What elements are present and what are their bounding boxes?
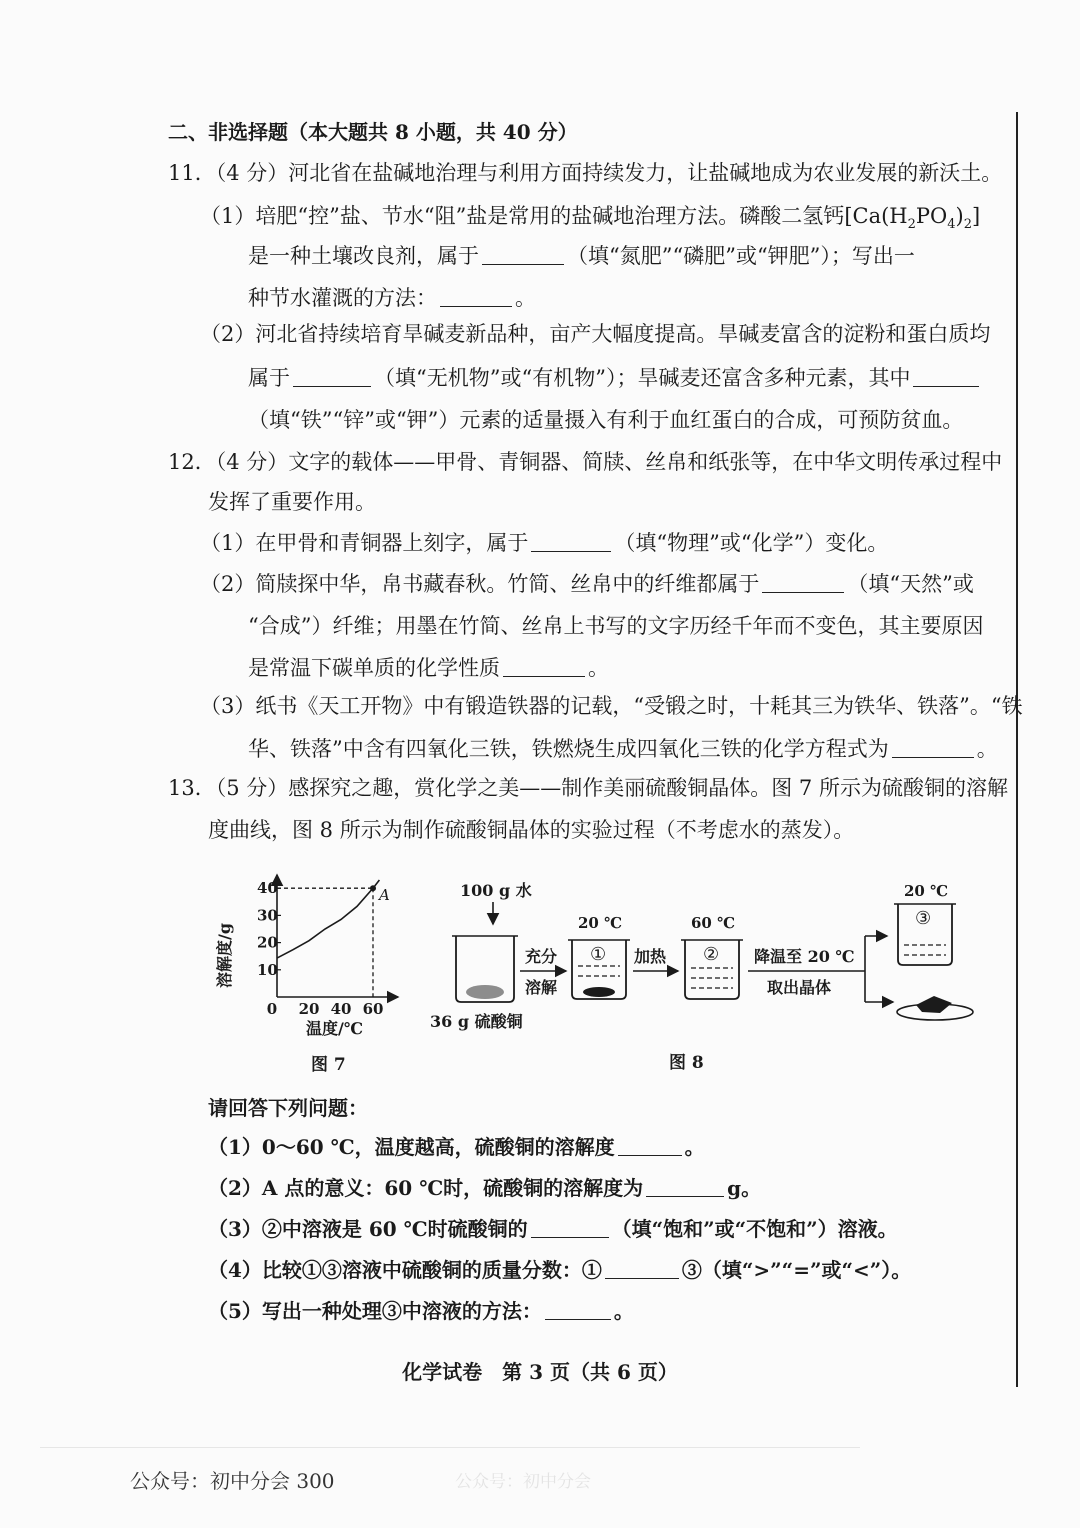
answer-blank[interactable] bbox=[503, 658, 585, 677]
answer-blank[interactable] bbox=[892, 739, 974, 758]
solid-label: 36 g 硫酸铜 bbox=[430, 1012, 523, 1031]
water-label: 100 g 水 bbox=[460, 881, 532, 900]
beaker2-number: ② bbox=[703, 944, 720, 965]
arrow1-bottom-label: 溶解 bbox=[525, 978, 558, 997]
q12-part3-line2: 华、铁落”中含有四氧化三铁，铁燃烧生成四氧化三铁的化学方程式为 。 bbox=[248, 737, 998, 761]
x-tick-label: 40 bbox=[330, 1000, 352, 1018]
q12-part2-line2: “合成”）纤维；用墨在竹简、丝帛上书写的文字历经千年而不变色，其主要原因 bbox=[248, 614, 984, 638]
fig8-caption: 图 8 bbox=[669, 1053, 704, 1073]
x-tick-label: 60 bbox=[362, 1000, 384, 1018]
beaker1-number: ① bbox=[590, 944, 607, 965]
q11-part1-line2: 是一种土壤改良剂，属于 （填“氮肥”“磷肥”或“钾肥”）；写出一 bbox=[248, 244, 915, 268]
point-a bbox=[370, 885, 376, 891]
crystal-dish bbox=[897, 996, 973, 1020]
watermark: 公众号：初中分会 bbox=[455, 1472, 591, 1492]
section-title: 二、非选择题（本大题共 8 小题，共 40 分） bbox=[168, 120, 578, 144]
q12-part2-line1: （2）简牍探中华，帛书藏春秋。竹简、丝帛中的纤维都属于 （填“天然”或 bbox=[200, 572, 974, 596]
answer-blank[interactable] bbox=[293, 368, 371, 387]
answer-blank[interactable] bbox=[646, 1178, 724, 1197]
q11-part2-line3: （填“铁”“锌”或“钾”）元素的适量摄入有利于血红蛋白的合成，可预防贫血。 bbox=[248, 408, 964, 432]
y-tick-label: 10 bbox=[257, 960, 278, 979]
arrow3-top-label: 降温至 20 ℃ bbox=[754, 947, 855, 966]
q13-sub4: （4）比较①③溶液中硫酸铜的质量分数：① ③（填“>”“=”或“<”）。 bbox=[208, 1258, 912, 1282]
answer-blank[interactable] bbox=[913, 368, 979, 387]
page-footer: 化学试卷 第 3 页（共 6 页） bbox=[402, 1360, 678, 1384]
q12-part3-line1: （3）纸书《天工开物》中有锻造铁器的记载，“受锻之时，十耗其三为铁华、铁落”。“铁 bbox=[200, 694, 1023, 718]
q13-sub2: （2）A 点的意义：60 ℃时，硫酸铜的溶解度为 g。 bbox=[208, 1176, 762, 1200]
x-axis-label: 温度/℃ bbox=[306, 1019, 364, 1038]
q13-sub1: （1）0～60 ℃，温度越高，硫酸铜的溶解度 。 bbox=[208, 1135, 705, 1159]
q11-part2-line2: 属于 （填“无机物”或“有机物”）；旱碱麦还富含多种元素，其中 bbox=[248, 368, 982, 389]
solubility-chart bbox=[215, 870, 410, 1045]
q11-part2-line1: （2）河北省持续培育旱碱麦新品种，亩产大幅度提高。旱碱麦富含的淀粉和蛋白质均 bbox=[200, 322, 991, 346]
answer-blank[interactable] bbox=[618, 1137, 682, 1156]
q13-stem-line1: 13．（5 分）感探究之趣，赏化学之美——制作美丽硫酸铜晶体。图 7 所示为硫酸铜的溶解 bbox=[168, 776, 1008, 800]
margin-rule bbox=[1016, 112, 1018, 1387]
x-tick-label: 20 bbox=[298, 1000, 320, 1018]
arrow3-bottom-label: 取出晶体 bbox=[767, 978, 832, 997]
answer-blank[interactable] bbox=[531, 533, 611, 552]
point-a-label: A bbox=[379, 886, 390, 905]
y-tick-label: 20 bbox=[257, 933, 278, 952]
beaker3-number: ③ bbox=[915, 908, 932, 929]
beaker-initial bbox=[452, 936, 518, 1002]
answer-blank[interactable] bbox=[440, 288, 512, 307]
q12-stem-line1: 12．（4 分）文字的载体——甲骨、青铜器、简牍、丝帛和纸张等，在中华文明传承过程中 bbox=[168, 450, 1003, 474]
y-tick-label: 40 bbox=[257, 879, 278, 898]
q12-part2-line3: 是常温下碳单质的化学性质 。 bbox=[248, 656, 609, 680]
answer-blank[interactable] bbox=[605, 1260, 679, 1279]
beaker1-temperature: 20 ℃ bbox=[578, 914, 623, 932]
beaker3-temperature: 20 ℃ bbox=[904, 882, 949, 900]
fig7-caption: 图 7 bbox=[311, 1055, 346, 1075]
q13-ask: 请回答下列问题： bbox=[208, 1096, 368, 1120]
answer-blank[interactable] bbox=[482, 246, 564, 265]
q11-stem: 11．（4 分）河北省在盐碱地治理与利用方面持续发力，让盐碱地成为农业发展的新沃土。 bbox=[168, 161, 1003, 185]
q13-stem-line2: 度曲线，图 8 所示为制作硫酸铜晶体的实验过程（不考虑水的蒸发）。 bbox=[208, 818, 855, 842]
y-tick-label: 30 bbox=[257, 906, 278, 925]
answer-blank[interactable] bbox=[762, 574, 844, 593]
divider bbox=[40, 1447, 860, 1448]
q11-part1-line3: 种节水灌溉的方法： 。 bbox=[248, 286, 536, 310]
experiment-diagram bbox=[430, 872, 990, 1042]
beaker2-temperature: 60 ℃ bbox=[691, 914, 736, 932]
answer-blank[interactable] bbox=[545, 1301, 611, 1320]
undissolved-crystals bbox=[583, 987, 615, 997]
x-tick-label: 0 bbox=[266, 1000, 278, 1018]
q11-part1-line1: （1）培肥“控”盐、节水“阻”盐是常用的盐碱地治理方法。磷酸二氢钙$[Ca(H_2PO_4)_2]$ bbox=[200, 204, 981, 233]
source-credit: 公众号：初中分会 300 bbox=[130, 1469, 335, 1493]
q12-stem-line2: 发挥了重要作用。 bbox=[208, 490, 376, 514]
copper-sulfate-solid bbox=[466, 985, 504, 999]
solubility-curve bbox=[277, 880, 379, 958]
q13-sub5: （5）写出一种处理③中溶液的方法： 。 bbox=[208, 1299, 634, 1323]
q13-sub3: （3）②中溶液是 60 ℃时硫酸铜的 （填“饱和”或“不饱和”）溶液。 bbox=[208, 1217, 898, 1241]
arrow2-label: 加热 bbox=[634, 947, 667, 966]
answer-blank[interactable] bbox=[531, 1219, 609, 1238]
chemical-formula: $[Ca(H_2PO_4)_2]$ bbox=[844, 204, 981, 233]
y-axis-label: 溶解度/g bbox=[215, 922, 234, 988]
q12-part1: （1）在甲骨和青铜器上刻字，属于 （填“物理”或“化学”）变化。 bbox=[200, 531, 889, 555]
arrow1-top-label: 充分 bbox=[525, 947, 558, 966]
